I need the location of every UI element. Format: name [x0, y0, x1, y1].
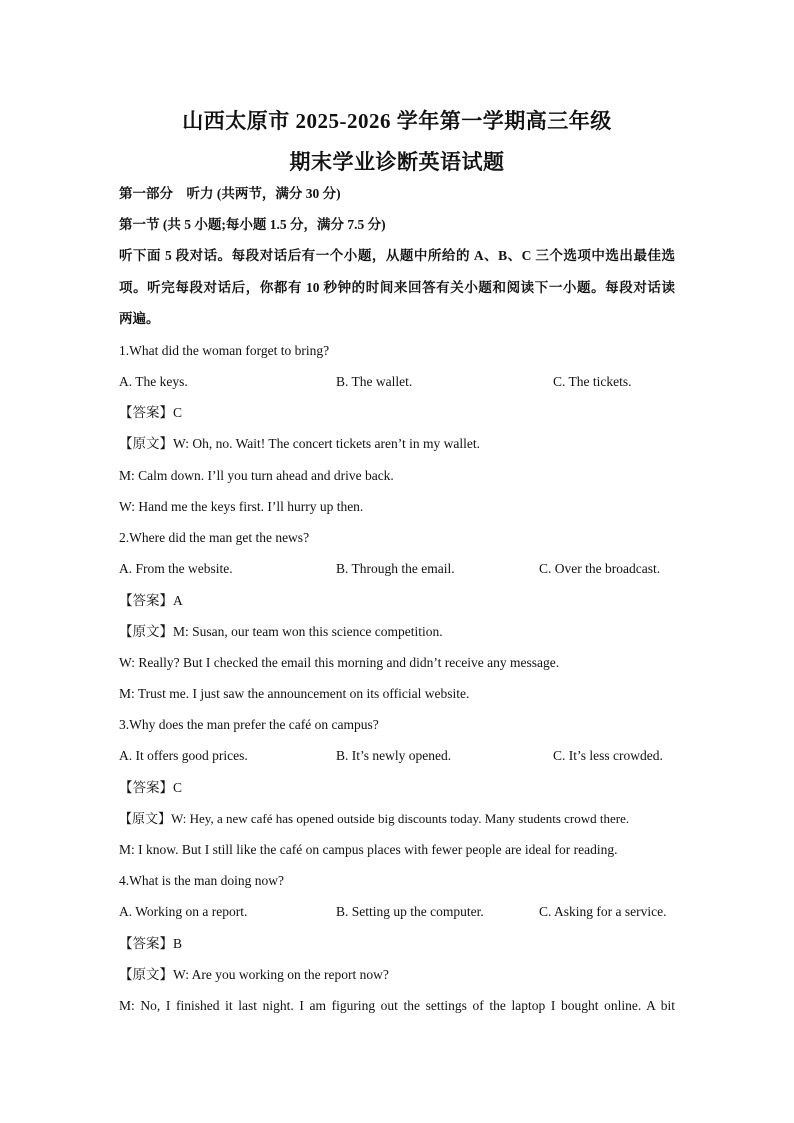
document-title-line1: 山西太原市 2025-2026 学年第一学期高三年级	[182, 109, 612, 133]
q4-option-a: A. Working on a report.	[119, 904, 248, 919]
question-2: 2.Where did the man get the news?	[119, 530, 310, 545]
q1-answer: 【答案】C	[119, 405, 183, 420]
q2-option-b: B. Through the email.	[336, 561, 455, 576]
q3-option-b: B. It’s newly opened.	[336, 748, 452, 763]
q3-transcript-1: 【原文】W: Hey, a new café has opened outside big discounts today. Many students crowd there.	[119, 811, 630, 826]
q3-transcript-2: M: I know. But I still like the café on campus places with fewer people are ideal for reading.	[119, 842, 618, 857]
question-3: 3.Why does the man prefer the café on campus?	[119, 717, 379, 732]
q4-option-b: B. Setting up the computer.	[336, 904, 484, 919]
document-title-line2: 期末学业诊断英语试题	[289, 150, 505, 174]
q1-transcript-1: 【原文】W: Oh, no. Wait! The concert tickets aren’t in my wallet.	[119, 436, 480, 451]
q1-transcript-2: M: Calm down. I’ll you turn ahead and drive back.	[119, 468, 394, 483]
q2-option-a: A. From the website.	[119, 561, 233, 576]
q1-transcript-3: W: Hand me the keys first. I’ll hurry up then.	[119, 499, 364, 514]
q2-answer: 【答案】A	[119, 593, 183, 608]
q4-transcript-1: 【原文】W: Are you working on the report now?	[119, 967, 389, 982]
q1-option-a: A. The keys.	[119, 374, 188, 389]
q1-option-c: C. The tickets.	[553, 374, 632, 389]
q3-option-a: A. It offers good prices.	[119, 748, 248, 763]
q4-answer: 【答案】B	[119, 936, 183, 951]
question-1: 1.What did the woman forget to bring?	[119, 343, 330, 358]
q4-transcript-2: M: No, I finished it last night. I am figuring out the settings of the laptop I bought online. A bit	[119, 998, 675, 1013]
q1-option-b: B. The wallet.	[336, 374, 413, 389]
section1-header: 第一节 (共 5 小题;每小题 1.5 分，满分 7.5 分)	[119, 217, 386, 232]
q2-option-c: C. Over the broadcast.	[539, 561, 661, 576]
q2-transcript-1: 【原文】M: Susan, our team won this science competition.	[119, 624, 443, 639]
instructions-line2: 项。听完每段对话后，你都有 10 秒钟的时间来回答有关小题和阅读下一小题。每段对话读	[119, 280, 675, 295]
q4-option-c: C. Asking for a service.	[539, 904, 667, 919]
q2-transcript-3: M: Trust me. I just saw the announcement on its official website.	[119, 686, 470, 701]
q2-transcript-2: W: Really? But I checked the email this morning and didn’t receive any message.	[119, 655, 560, 670]
q3-answer: 【答案】C	[119, 780, 183, 795]
q3-option-c: C. It’s less crowded.	[553, 748, 663, 763]
instructions-line3: 两遍。	[119, 311, 160, 326]
question-4: 4.What is the man doing now?	[119, 873, 284, 888]
instructions-line1: 听下面 5 段对话。每段对话后有一个小题，从题中所给的 A、B、C 三个选项中选出最佳选	[119, 248, 675, 263]
part1-header: 第一部分 听力 (共两节，满分 30 分)	[119, 186, 341, 201]
